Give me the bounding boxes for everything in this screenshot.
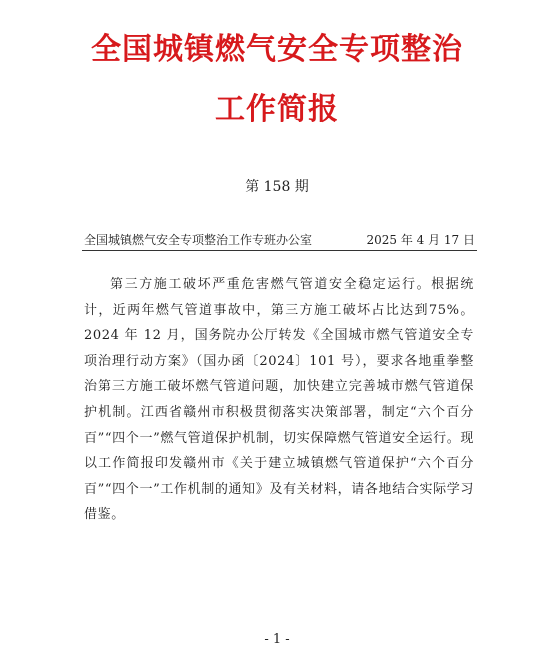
page-number: - 1 - (264, 632, 290, 647)
header-divider (82, 250, 477, 251)
body-paragraph: 第三方施工破坏严重危害燃气管道安全稳定运行。根据统计，近两年燃气管道事故中，第三方施工破坏占比达到75%。2024 年 12 月，国务院办公厅转发《全国城市燃气管道安全专项治理行动方案》（国办函〔2024〕101 号），要求各地重拳整治第三方施工破坏燃气管道问题，加快建立完善城市燃气管道保护机制。江西省赣州市积极贯彻落实决策部署，制定“六个百分百”“四个一”燃气管道保护机制，切实保障燃气管道安全运行。现以工作简报印发赣州市《关于建立城镇燃气管道保护“六个百分百”“四个一”工作机制的通知》及有关材料，请各地结合实际学习借鉴。 (84, 277, 474, 523)
document-title-line2: 工作简报 (215, 92, 339, 127)
issue-date: 2025 年 4 月 17 日 (366, 233, 475, 247)
issuer-name: 全国城镇燃气安全专项整治工作专班办公室 (84, 233, 313, 247)
issuer-date-line (84, 231, 475, 248)
document-title-line1: 全国城镇燃气安全专项整治 (91, 32, 463, 67)
issue-number: 第 158 期 (245, 179, 309, 195)
